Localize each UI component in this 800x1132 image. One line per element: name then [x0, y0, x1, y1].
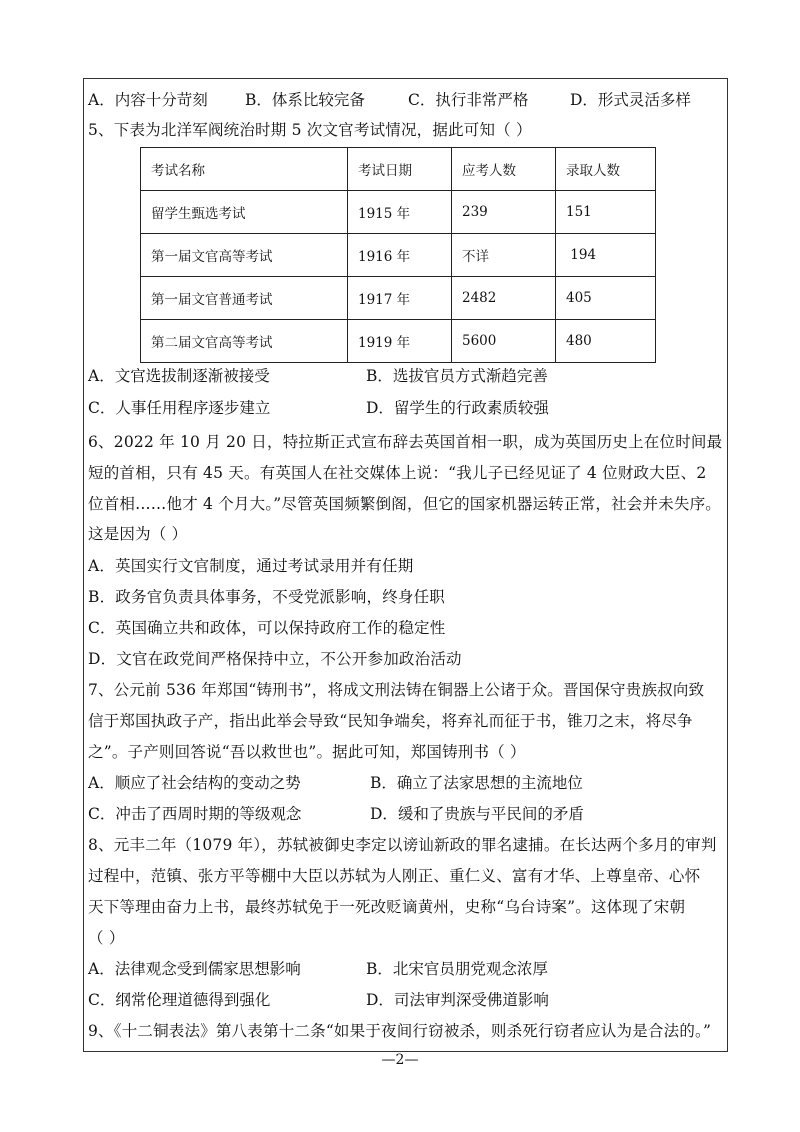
q7-option-c: C．冲击了西周时期的等级观念	[88, 805, 302, 823]
q4-option-b: B．体系比较完备	[245, 91, 365, 109]
q6-stem-line: 这是因为（ ）	[88, 525, 188, 543]
q8-stem-line: （ ）	[88, 929, 125, 947]
table-header: 应考人数	[452, 148, 556, 191]
q8-option-a: A．法律观念受到儒家思想影响	[88, 960, 301, 978]
exam-table	[140, 147, 656, 363]
q4-option-c: C．执行非常严格	[408, 91, 529, 109]
q4-option-a: A．内容十分苛刻	[88, 91, 208, 109]
q9-stem: 9、《十二铜表法》第八表第十二条“如果于夜间行窃被杀，则杀死行窃者应认为是合法的。”	[88, 1022, 712, 1040]
table-cell: 第一届文官高等考试	[141, 234, 348, 277]
q6-option-b: B．政务官负责具体事务，不受党派影响，终身任职	[88, 588, 445, 606]
q8-option-b: B．北宋官员朋党观念浓厚	[366, 960, 548, 978]
table-header: 录取人数	[556, 148, 656, 191]
table-cell: 194	[556, 234, 656, 277]
q4-option-d: D．形式灵活多样	[570, 91, 691, 109]
table-cell: 1916 年	[348, 234, 452, 277]
q7-stem-line: 之”。子产则回答说“吾以救世也”。据此可知，郑国铸刑书（ ）	[88, 743, 526, 761]
table-header: 考试名称	[141, 148, 348, 191]
q8-stem-line: 8、元丰二年（1079 年），苏轼被御史李定以谤讪新政的罪名逮捕。在长达两个多月的审判	[88, 836, 717, 854]
table-cell: 1917 年	[348, 277, 452, 320]
q8-option-c: C．纲常伦理道德得到强化	[88, 991, 271, 1009]
table-cell: 239	[452, 191, 556, 234]
q8-stem-line: 天下等理由奋力上书，最终苏轼免于一死改贬谪黄州，史称“乌台诗案”。这体现了宋朝	[88, 898, 686, 916]
table-cell: 留学生甄选考试	[141, 191, 348, 234]
page-number: —2—	[381, 1052, 419, 1068]
q8-option-d: D．司法审判深受佛道影响	[366, 991, 549, 1009]
q5-option-d: D．留学生的行政素质较强	[366, 399, 549, 417]
table-cell: 1919 年	[348, 320, 452, 363]
table-cell: 不详	[452, 234, 556, 277]
table-header: 考试日期	[348, 148, 452, 191]
table-cell: 151	[556, 191, 656, 234]
q7-stem-line: 7、公元前 536 年郑国“铸刑书”，将成文刑法铸在铜器上公诸于众。晋国保守贵族叔向致	[88, 681, 705, 699]
table-cell: 480	[556, 320, 656, 363]
table-header-row	[141, 148, 656, 191]
q5-option-b: B．选拔官员方式渐趋完善	[366, 367, 548, 385]
q6-option-d: D．文官在政党间严格保持中立，不公开参加政治活动	[88, 650, 462, 668]
table-row	[141, 320, 656, 363]
q6-stem-line: 位首相……他才 4 个月大。”尽管英国频繁倒阁，但它的国家机器运转正常，社会并未失序。	[88, 495, 721, 513]
table-row	[141, 191, 656, 234]
table-row	[141, 234, 656, 277]
q6-option-a: A．英国实行文官制度，通过考试录用并有任期	[88, 557, 414, 575]
q6-stem-line: 6、2022 年 10 月 20 日，特拉斯正式宣布辞去英国首相一职，成为英国历史上在位时间最	[88, 433, 723, 451]
q5-option-c: C．人事任用程序逐步建立	[88, 399, 271, 417]
q6-option-c: C．英国确立共和政体，可以保持政府工作的稳定性	[88, 619, 446, 637]
q6-stem-line: 短的首相，只有 45 天。有英国人在社交媒体上说：“我儿子已经见证了 4 位财政大臣、2	[88, 464, 707, 482]
q7-stem-line: 信于郑国执政子产，指出此举会导致“民知争端矣，将弃礼而征于书，锥刀之末，将尽争	[88, 712, 693, 730]
table-cell: 第一届文官普通考试	[141, 277, 348, 320]
table-cell: 第二届文官高等考试	[141, 320, 348, 363]
table-row	[141, 277, 656, 320]
q5-option-a: A．文官选拔制逐渐被接受	[88, 367, 270, 385]
q8-stem-line: 过程中，范镇、张方平等棚中大臣以苏轼为人刚正、重仁义、富有才华、上尊皇帝、心怀	[88, 867, 701, 885]
table-cell: 405	[556, 277, 656, 320]
q7-option-b: B．确立了法家思想的主流地位	[370, 774, 583, 792]
q7-option-a: A．顺应了社会结构的变动之势	[88, 774, 301, 792]
q7-option-d: D．缓和了贵族与平民间的矛盾	[370, 805, 584, 823]
table-cell: 2482	[452, 277, 556, 320]
table-cell: 1915 年	[348, 191, 452, 234]
q5-stem: 5、下表为北洋军阀统治时期 5 次文官考试情况，据此可知（ ）	[88, 121, 532, 139]
table-cell: 5600	[452, 320, 556, 363]
